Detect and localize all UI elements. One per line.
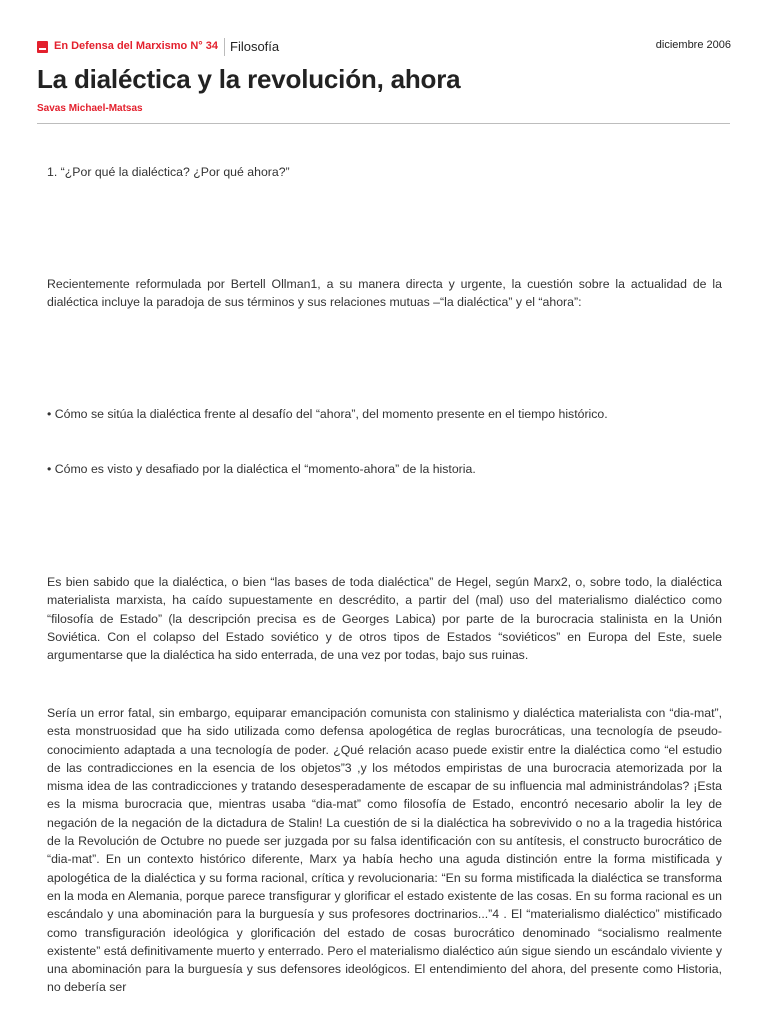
- article-author[interactable]: Savas Michael-Matsas: [37, 103, 143, 114]
- header-divider: [224, 38, 225, 56]
- page-header: [37, 38, 731, 60]
- body-paragraph: Recientemente reformulada por Bertell Ollman1, a su manera directa y urgente, la cuestión sobre la actualidad de la dialéctica incluye la paradoja de sus términos y sus relaciones mutuas –“la dialéctica” y el “ahora”:: [47, 277, 722, 310]
- body-paragraph: Es bien sabido que la dialéctica, o bien “las bases de toda dialéctica” de Hegel, según Marx2, o, sobre todo, la dialéctica materialista marxista, ha caído supuestamente en descrédito, a partir del (mal) uso del materialismo dialéctico como “filosofía de Estado” (la descripción precisa es de Georges Labica) por parte de la burocracia stalinista en la Unión Soviética. Con el colapso del Estado soviético y de otros tipos de Estados “soviéticos” en Europa del Este, suele argumentarse que la dialéctica ha sido enterrada, de una vez por todas, bajo sus ruinas.: [47, 575, 722, 663]
- body-paragraph: Sería un error fatal, sin embargo, equiparar emancipación comunista con stalinismo y dialéctica materialista con “dia-mat”, esta monstruosidad que ha sido utilizada como defensa apologética de reglas burocráticas, una tecnología de pseudo-conocimiento adaptada a una tecnología de poder. ¿Qué relación acaso puede existir entre la dialéctica como “el estudio de las contradicciones en la esencia de los objetos”3 ,y los métodos empiristas de una burocracia atemorizada por la misma idea de las contradicciones y tratando desesperadamente de escapar de su influencia mal administrándolas? ¡Esta es la misma burocracia que, mientras usaba “dia-mat” como filosofía de Estado, encontró necesario abolir la ley de negación de la negación de la dictadura de Stalin! La cuestión de si la dialéctica ha sobrevivido o no a la tragedia histórica de la Revolución de Octubre no puede ser juzgada por su falsa identificación con su antítesis, el constructo burocrático de “dia-mat”. En un contexto histórico diferente, Marx ya había hecho una aguda distinción entre la forma mistificada y apologética de la dialéctica y su forma racional, crítica y revolucionaria: “En su forma mistificada la dialéctica se transforma en la moda en Alemania, porque parece transfigurar y glorificar el estado existente de las cosas. En su forma racional es un escándalo y una abominación para la burguesía y sus profesores doctrinarios...”4 . El “materialismo dialéctico” mistificado como transfiguración ideológica y glorificación del estado de cosas burocrático denominado “socialismo realmente existente” está definitivamente muerto y enterrado. Pero el materialismo dialéctico aún sigue siendo un escándalo viviente y una abominación para la burguesía y sus defensores ideológicos. El entendimiento del ahora, del presente como Historia, no debería ser: [47, 706, 722, 995]
- magazine-name[interactable]: En Defensa del Marxismo N° 34: [54, 40, 218, 52]
- article-title: La dialéctica y la revolución, ahora: [37, 64, 461, 94]
- section-label[interactable]: Filosofía: [230, 39, 280, 54]
- question-heading: 1. “¿Por qué la dialéctica? ¿Por qué ahora?”: [47, 165, 290, 179]
- publication-date: diciembre 2006: [655, 39, 731, 51]
- title-divider: [37, 123, 730, 124]
- bullet-item: • Cómo se sitúa la dialéctica frente al desafío del “ahora”, del momento presente en el tiempo histórico.: [47, 407, 608, 421]
- magazine-logo-icon: [37, 41, 48, 53]
- bullet-item: • Cómo es visto y desafiado por la dialéctica el “momento-ahora” de la historia.: [47, 462, 476, 476]
